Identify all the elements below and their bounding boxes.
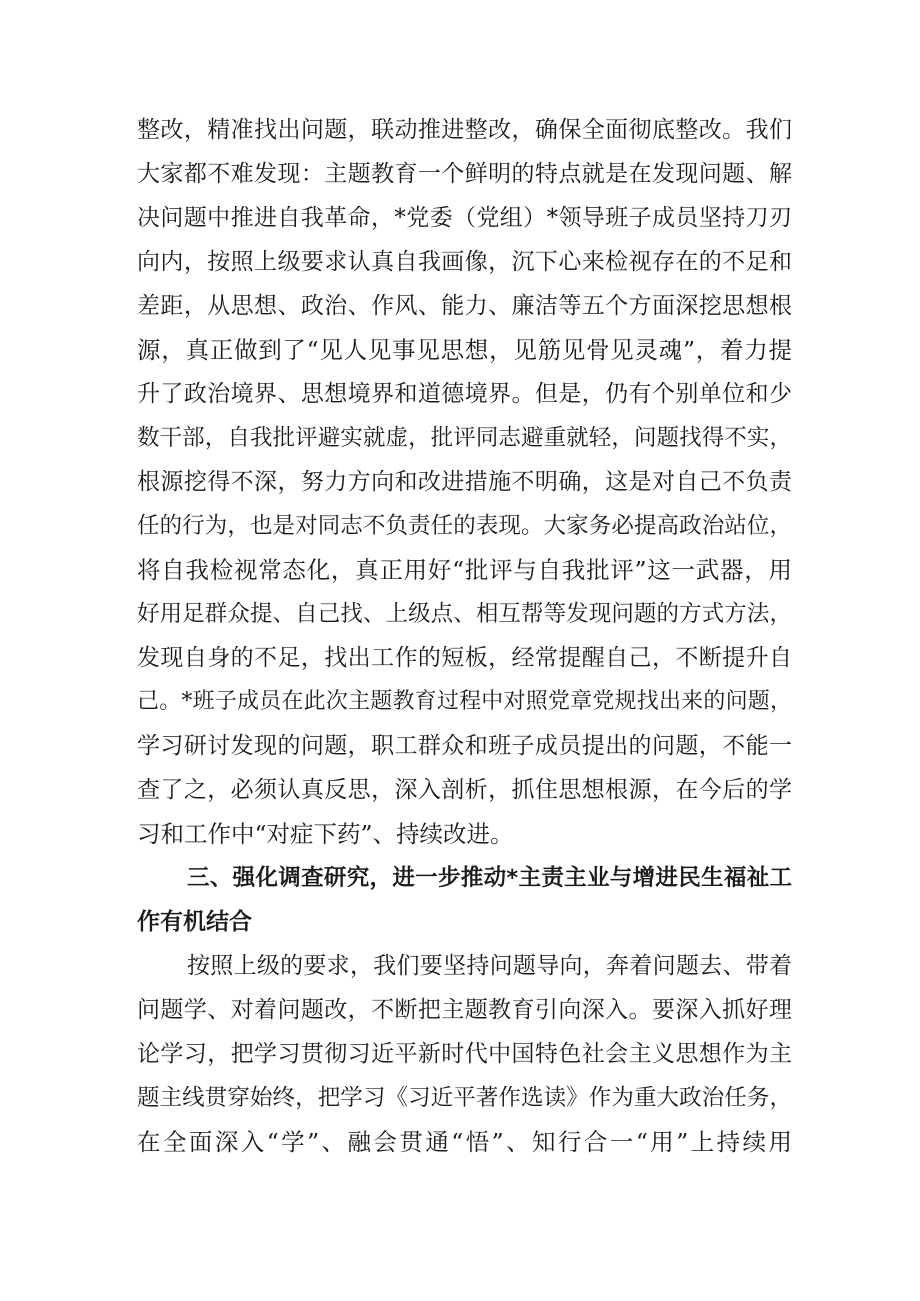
paragraph-1-line: 任的行为，也是对同志不负责任的表现。大家务必提高政治站位， [137, 513, 792, 539]
paragraph-2-line: 论学习，把学习贯彻习近平新时代中国特色社会主义思想作为主 [137, 1041, 792, 1067]
paragraph-1-line: 数干部，自我批评避实就虚，批评同志避重就轻，问题找得不实， [137, 425, 792, 451]
document-body [137, 108, 792, 1164]
paragraph-1-line: 整改，精准找出问题，联动推进整改，确保全面彻底整改。我们 [137, 117, 792, 143]
paragraph-1-line: 源，真正做到了“见人见事见思想，见筋见骨见灵魂”，着力提 [137, 336, 792, 364]
paragraph-1-line: 向内，按照上级要求认真自我画像，沉下心来检视存在的不足和 [137, 249, 792, 275]
section-heading-line: 作有机结合 [137, 909, 252, 935]
paragraph-1-line: 差距，从思想、政治、作风、能力、廉洁等五个方面深挖思想根 [137, 293, 792, 319]
section-heading-line: 三、强化调查研究，进一步推动*主责主业与增进民生福祉工 [187, 865, 792, 891]
paragraph-1-line: 查了之，必须认真反思，深入剖析，抓住思想根源，在今后的学 [137, 777, 792, 803]
paragraph-1-line: 好用足群众提、自己找、上级点、相互帮等发现问题的方式方法， [137, 601, 792, 627]
paragraph-2-line: 在全面深入“学”、融会贯通“悟”、知行合一“用”上持续用 [137, 1128, 792, 1156]
paragraph-1-line: 学习研讨发现的问题，职工群众和班子成员提出的问题，不能一 [137, 733, 792, 759]
paragraph-2-line: 按照上级的要求，我们要坚持问题导向，奔着问题去、带着 [187, 953, 792, 979]
paragraph-2-line: 题主线贯穿始终，把学习《习近平著作选读》作为重大政治任务， [137, 1085, 792, 1111]
paragraph-2-line: 问题学、对着问题改，不断把主题教育引向深入。要深入抓好理 [137, 997, 792, 1023]
paragraph-1-line: 大家都不难发现：主题教育一个鲜明的特点就是在发现问题、解 [137, 161, 792, 187]
paragraph-1-line: 决问题中推进自我革命，*党委（党组）*领导班子成员坚持刀刃 [137, 205, 792, 231]
paragraph-1-line: 己。*班子成员在此次主题教育过程中对照党章党规找出来的问题， [137, 689, 792, 714]
paragraph-1-line: 习和工作中“对症下药”、持续改进。 [137, 820, 514, 848]
paragraph-1-line: 发现自身的不足，找出工作的短板，经常提醒自己，不断提升自 [137, 645, 792, 671]
paragraph-1-line: 将自我检视常态化，真正用好“批评与自我批评”这一武器，用 [137, 556, 792, 584]
section-heading-3 [137, 856, 792, 944]
paragraph-1 [137, 108, 792, 856]
paragraph-1-line: 根源挖得不深，努力方向和改进措施不明确，这是对自己不负责 [137, 469, 792, 495]
paragraph-2 [137, 944, 792, 1164]
paragraph-1-line: 升了政治境界、思想境界和道德境界。但是，仍有个别单位和少 [137, 381, 792, 407]
